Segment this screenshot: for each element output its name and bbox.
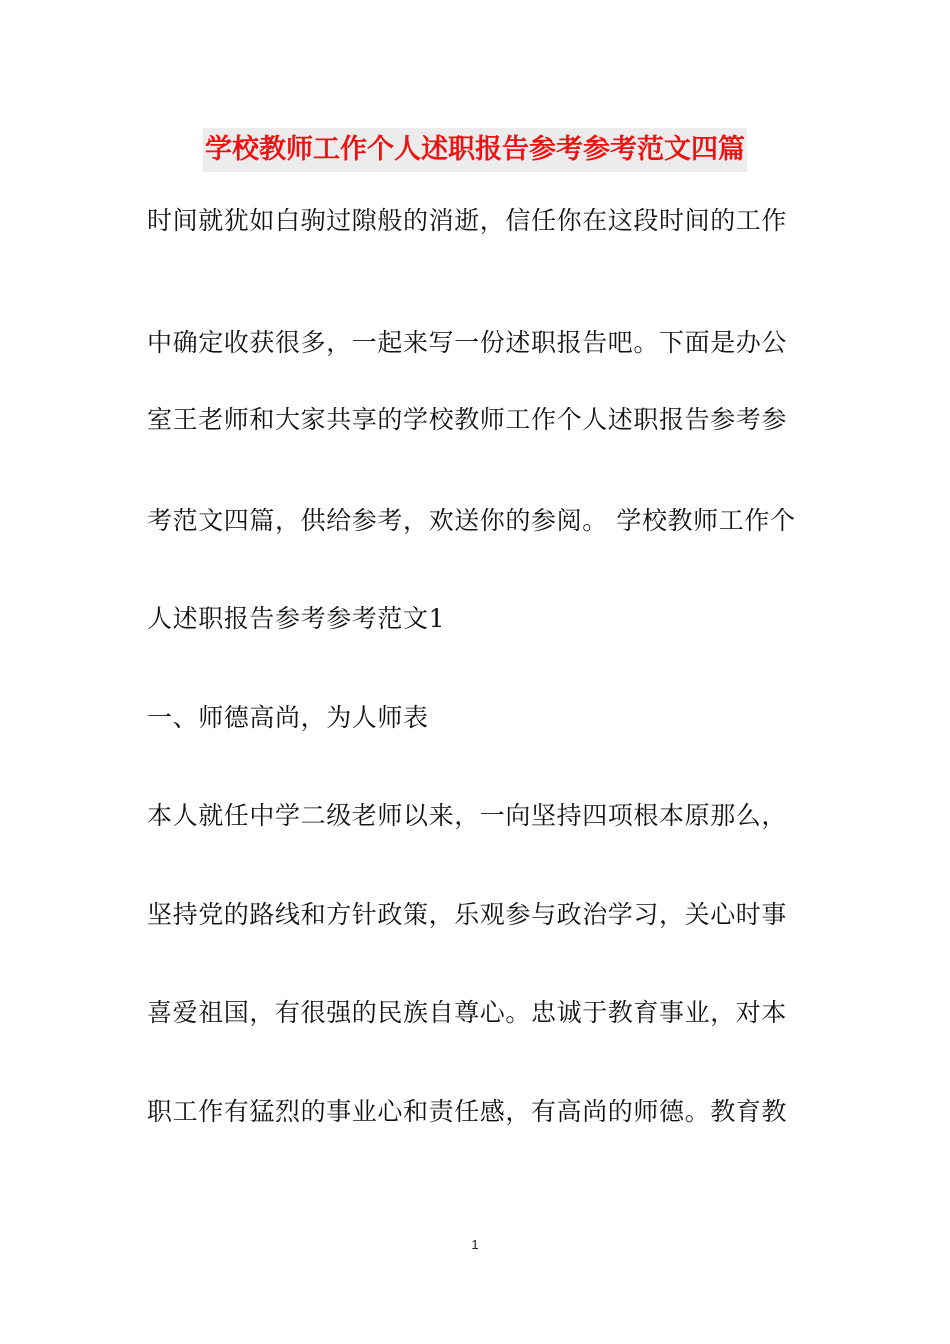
paragraph-line: 时间就犹如白驹过隙般的消逝，信任你在这段时间的工作 — [147, 206, 788, 235]
page-number: 1 — [471, 1237, 479, 1252]
paragraph-line: 中确定收获很多，一起来写一份述职报告吧。下面是办公 — [147, 328, 788, 357]
paragraph-line: 考范文四篇，供给参考，欢送你的参阅。 学校教师工作个 — [147, 506, 796, 535]
paragraph-line: 室王老师和大家共享的学校教师工作个人述职报告参考参 — [147, 405, 788, 434]
paragraph-line: 喜爱祖国，有很强的民族自尊心。忠诚于教育事业，对本 — [147, 998, 788, 1027]
section-heading-line: 人述职报告参考参考范文1 — [147, 604, 446, 633]
section-heading: 一、师德高尚，为人师表 — [147, 703, 429, 732]
document-title: 学校教师工作个人述职报告参考参考范文四篇 — [203, 128, 747, 172]
paragraph-line: 本人就任中学二级老师以来，一向坚持四项根本原那么， — [147, 801, 788, 830]
title-block — [0, 128, 950, 172]
paragraph-line: 坚持党的路线和方针政策，乐观参与政治学习，关心时事 — [147, 900, 788, 929]
paragraph-line: 职工作有猛烈的事业心和责任感，有高尚的师德。教育教 — [147, 1097, 788, 1126]
